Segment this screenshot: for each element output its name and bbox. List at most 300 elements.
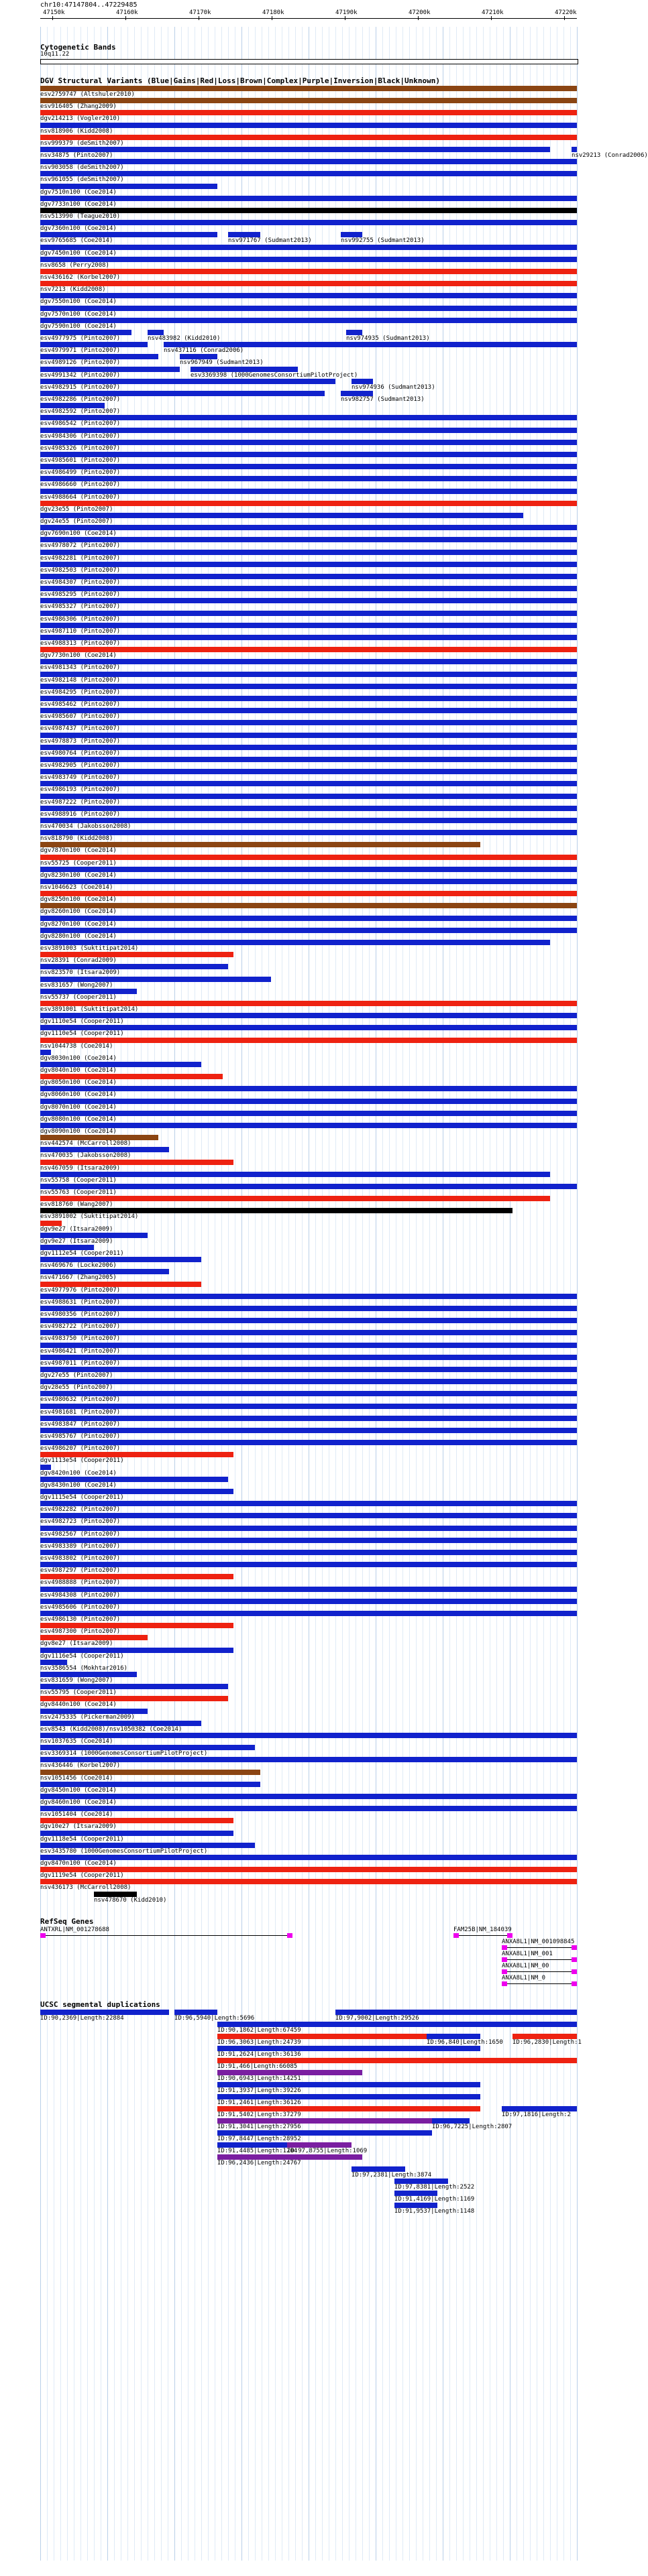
feature[interactable] xyxy=(40,1745,255,1757)
feature-bar xyxy=(40,1489,233,1494)
feature[interactable] xyxy=(174,2010,255,2022)
feature[interactable] xyxy=(40,1416,577,1428)
feature-label: nsv55737 (Cooper2011) xyxy=(40,993,117,1001)
feature[interactable] xyxy=(40,855,577,867)
feature[interactable] xyxy=(40,916,577,928)
feature[interactable] xyxy=(40,586,577,598)
feature-bar xyxy=(40,1111,577,1116)
feature[interactable] xyxy=(40,574,577,586)
feature-bar xyxy=(40,1221,62,1226)
feature-bar xyxy=(40,184,217,189)
feature[interactable] xyxy=(40,1806,577,1818)
feature[interactable] xyxy=(40,391,325,403)
feature[interactable] xyxy=(394,2191,475,2203)
feature-bar xyxy=(512,2034,577,2039)
feature[interactable] xyxy=(572,147,648,159)
feature[interactable] xyxy=(40,1367,577,1379)
feature-label: dgv7510n100 (Coe2014) xyxy=(40,188,117,196)
feature[interactable] xyxy=(40,1269,169,1281)
feature-label: dgv8070n100 (Coe2014) xyxy=(40,1103,117,1111)
ruler-tick-label: 47170k xyxy=(189,9,211,16)
ruler-tick-label: 47180k xyxy=(262,9,284,16)
feature[interactable] xyxy=(40,1391,577,1403)
feature[interactable] xyxy=(217,2022,577,2034)
feature-bar xyxy=(217,2154,362,2160)
feature[interactable] xyxy=(40,781,577,793)
feature[interactable] xyxy=(40,1233,148,1245)
feature-bar xyxy=(40,1379,577,1384)
feature[interactable] xyxy=(40,293,577,305)
feature[interactable] xyxy=(40,1428,577,1440)
feature[interactable] xyxy=(40,1611,577,1623)
feature[interactable] xyxy=(40,110,577,122)
gene-line xyxy=(502,1947,577,1948)
feature[interactable] xyxy=(40,1721,201,1733)
feature-label: esv4985601 (Pinto2007) xyxy=(40,457,121,464)
ruler-tick-label: 47160k xyxy=(116,9,138,16)
gene-feature[interactable] xyxy=(502,1939,577,1951)
feature[interactable] xyxy=(40,196,577,208)
feature[interactable] xyxy=(40,159,577,171)
coordinate-ruler[interactable] xyxy=(40,9,577,24)
feature-bar xyxy=(40,1745,255,1750)
gene-feature[interactable] xyxy=(502,1975,577,1987)
feature[interactable] xyxy=(40,769,577,781)
feature[interactable] xyxy=(217,2082,480,2094)
feature[interactable] xyxy=(40,342,148,354)
feature-label: ID:90,2369|Length:22884 xyxy=(40,2015,124,2022)
feature[interactable] xyxy=(40,135,577,147)
feature[interactable] xyxy=(40,867,577,879)
feature[interactable] xyxy=(352,379,435,391)
feature-bar xyxy=(40,1770,260,1775)
gene-label: ANXA8L1|NM_00 xyxy=(502,1963,549,1969)
feature[interactable] xyxy=(40,733,577,745)
feature[interactable] xyxy=(40,98,577,110)
feature[interactable] xyxy=(40,281,577,293)
feature[interactable] xyxy=(40,501,577,513)
feature[interactable] xyxy=(40,720,577,732)
feature[interactable] xyxy=(40,745,577,757)
feature[interactable] xyxy=(40,794,577,806)
feature[interactable] xyxy=(40,525,577,537)
feature-label: nsv967949 (Sudmant2013) xyxy=(180,359,264,367)
feature[interactable] xyxy=(40,1001,577,1013)
feature[interactable] xyxy=(40,428,577,440)
feature[interactable] xyxy=(40,1526,577,1538)
feature[interactable] xyxy=(40,818,577,830)
feature[interactable] xyxy=(217,2070,362,2082)
feature[interactable] xyxy=(40,1184,577,1196)
feature[interactable] xyxy=(40,1208,512,1220)
feature-label: esv4981343 (Pinto2007) xyxy=(40,664,121,672)
feature-label: ID:96,840|Length:1650 xyxy=(427,2039,503,2046)
feature[interactable] xyxy=(94,1892,167,1904)
feature[interactable] xyxy=(40,842,480,854)
feature-label: nsv2475335 (Pickerman2009) xyxy=(40,1713,135,1721)
feature-bar xyxy=(40,476,577,481)
feature[interactable] xyxy=(217,2106,480,2118)
feature-bar xyxy=(287,2142,352,2148)
feature-label: esv4982722 (Pinto2007) xyxy=(40,1323,121,1331)
feature-bar xyxy=(40,623,577,628)
feature[interactable] xyxy=(40,415,577,427)
feature[interactable] xyxy=(40,513,523,525)
feature-bar xyxy=(217,2046,480,2051)
feature[interactable] xyxy=(40,1635,148,1647)
feature[interactable] xyxy=(217,2142,298,2154)
feature[interactable] xyxy=(40,1050,117,1062)
feature[interactable] xyxy=(40,318,577,330)
feature-label: esv4978072 (Pinto2007) xyxy=(40,542,121,550)
feature[interactable] xyxy=(180,354,264,367)
feature[interactable] xyxy=(40,684,577,696)
feature[interactable] xyxy=(40,1343,577,1355)
feature[interactable] xyxy=(40,1282,201,1294)
gene-exon xyxy=(287,1933,292,1938)
feature[interactable] xyxy=(40,232,217,244)
feature[interactable] xyxy=(40,1599,577,1611)
feature[interactable] xyxy=(40,1379,577,1391)
feature[interactable] xyxy=(341,391,425,403)
feature-bar xyxy=(40,952,233,957)
feature[interactable] xyxy=(164,342,577,354)
feature[interactable] xyxy=(40,86,577,98)
feature-label: nsv469676 (Locke2006) xyxy=(40,1262,117,1270)
feature[interactable] xyxy=(40,757,577,769)
feature[interactable] xyxy=(40,562,577,574)
feature[interactable] xyxy=(40,1513,577,1525)
feature[interactable] xyxy=(40,1831,233,1843)
feature[interactable] xyxy=(40,696,577,708)
feature[interactable] xyxy=(40,208,577,220)
feature[interactable] xyxy=(40,1550,577,1562)
feature-bar xyxy=(217,2034,427,2039)
feature[interactable] xyxy=(40,1562,577,1574)
feature[interactable] xyxy=(40,623,577,635)
feature-bar xyxy=(40,1648,233,1653)
feature-bar xyxy=(40,1879,577,1884)
feature-bar xyxy=(40,1855,577,1860)
feature[interactable] xyxy=(40,1330,577,1342)
feature[interactable] xyxy=(40,1501,577,1513)
feature-label: ID:97,8447|Length:28952 xyxy=(217,2136,301,2142)
feature[interactable] xyxy=(40,1489,233,1501)
feature[interactable] xyxy=(217,2094,480,2106)
feature[interactable] xyxy=(346,330,430,342)
feature[interactable] xyxy=(40,635,577,647)
feature[interactable] xyxy=(148,330,221,342)
feature-label: esv4987297 (Pinto2007) xyxy=(40,1567,121,1575)
feature[interactable] xyxy=(40,1648,233,1660)
feature[interactable] xyxy=(40,1404,577,1416)
feature[interactable] xyxy=(40,1355,577,1367)
feature[interactable] xyxy=(40,354,158,366)
feature[interactable] xyxy=(40,440,577,452)
feature[interactable] xyxy=(40,1696,228,1708)
feature[interactable] xyxy=(40,1782,260,1794)
feature[interactable] xyxy=(341,232,425,245)
feature[interactable] xyxy=(40,171,577,183)
feature[interactable] xyxy=(40,1733,577,1745)
feature-label: esv4985767 (Pinto2007) xyxy=(40,1433,121,1440)
feature-bar xyxy=(341,232,362,237)
feature-bar xyxy=(40,415,577,420)
feature[interactable] xyxy=(40,330,131,342)
feature-bar xyxy=(40,830,577,835)
feature[interactable] xyxy=(394,2179,475,2191)
feature[interactable] xyxy=(40,1794,577,1806)
feature[interactable] xyxy=(40,1221,113,1233)
gene-exon xyxy=(572,1957,577,1962)
feature[interactable] xyxy=(40,184,217,196)
feature[interactable] xyxy=(40,830,577,842)
feature-label: esv4986542 (Pinto2007) xyxy=(40,420,121,428)
feature-bar xyxy=(40,330,131,335)
dgv-track-title[interactable]: DGV Structural Variants (Blue|Gains|Red|Loss|Brown|Complex|Purple|Inversion|Black|Unknown) xyxy=(40,76,441,85)
feature-label: dgv23e55 (Pinto2007) xyxy=(40,505,113,513)
feature[interactable] xyxy=(40,1587,577,1599)
feature[interactable] xyxy=(40,1086,577,1098)
feature[interactable] xyxy=(40,1062,201,1074)
feature[interactable] xyxy=(40,708,577,720)
feature[interactable] xyxy=(40,306,577,318)
feature[interactable] xyxy=(40,977,271,989)
feature[interactable] xyxy=(40,1818,233,1830)
feature[interactable] xyxy=(40,464,577,476)
gene-feature[interactable] xyxy=(502,1963,577,1975)
feature-label: esv4991342 (Pinto2007) xyxy=(40,371,121,379)
feature-bar xyxy=(40,1184,577,1189)
feature[interactable] xyxy=(40,647,577,659)
feature[interactable] xyxy=(40,1867,577,1879)
feature[interactable] xyxy=(40,1684,228,1696)
feature[interactable] xyxy=(40,952,233,964)
feature-label: esv4980356 (Pinto2007) xyxy=(40,1311,121,1318)
feature[interactable] xyxy=(512,2034,582,2046)
feature-label: esv4988631 (Pinto2007) xyxy=(40,1298,121,1306)
feature-label: ID:96,3063|Length:24739 xyxy=(217,2039,301,2046)
gene-feature[interactable] xyxy=(502,1951,577,1963)
feature-label: dgv1115e54 (Cooper2011) xyxy=(40,1494,124,1501)
feature-label: nsv483982 (Kidd2010) xyxy=(148,335,221,342)
feature[interactable] xyxy=(40,1452,233,1464)
feature[interactable] xyxy=(40,1013,577,1025)
feature[interactable] xyxy=(427,2034,503,2046)
feature-label: ID:90,6943|Length:14251 xyxy=(217,2075,301,2082)
feature[interactable] xyxy=(40,1160,233,1172)
feature-label: dgv8030n100 (Coe2014) xyxy=(40,1054,117,1062)
feature[interactable] xyxy=(335,2010,577,2022)
feature[interactable] xyxy=(40,403,121,416)
gene-exon xyxy=(507,1933,512,1938)
gene-feature[interactable] xyxy=(453,1926,512,1939)
feature[interactable] xyxy=(40,659,577,671)
feature-bar xyxy=(217,2142,287,2148)
feature-bar xyxy=(40,928,577,933)
feature-bar xyxy=(341,391,373,396)
feature-bar xyxy=(40,916,577,921)
feature[interactable] xyxy=(40,1318,577,1330)
feature-bar xyxy=(40,1233,148,1238)
feature-label: ID:91,2624|Length:36136 xyxy=(217,2051,301,2058)
feature-label: esv4982567 (Pinto2007) xyxy=(40,1530,121,1538)
feature[interactable] xyxy=(40,367,180,379)
feature[interactable] xyxy=(40,147,550,159)
feature[interactable] xyxy=(40,1135,158,1147)
feature-label: esv8543 (Kidd2008)/nsv1050382 (Coe2014) xyxy=(40,1725,182,1733)
feature[interactable] xyxy=(287,2142,368,2154)
feature[interactable] xyxy=(40,1038,577,1050)
gene-exon xyxy=(453,1933,459,1938)
refseq-track-title[interactable]: RefSeq Genes xyxy=(40,1917,94,1926)
feature[interactable] xyxy=(40,2010,169,2022)
feature[interactable] xyxy=(217,2118,432,2130)
gene-feature[interactable] xyxy=(40,1926,292,1939)
feature[interactable] xyxy=(40,672,577,684)
feature-label: nsv55725 (Cooper2011) xyxy=(40,859,117,867)
feature-bar xyxy=(40,1416,577,1421)
feature[interactable] xyxy=(40,476,577,488)
feature[interactable] xyxy=(217,2046,480,2058)
feature[interactable] xyxy=(40,1147,169,1159)
feature[interactable] xyxy=(217,2058,577,2070)
feature[interactable] xyxy=(394,2203,475,2215)
feature[interactable] xyxy=(40,269,577,281)
feature[interactable] xyxy=(40,1672,137,1684)
feature[interactable] xyxy=(502,2106,577,2118)
feature[interactable] xyxy=(40,891,577,903)
feature[interactable] xyxy=(40,1574,233,1586)
feature[interactable] xyxy=(40,379,335,391)
feature[interactable] xyxy=(40,903,577,915)
feature-label: dgv7870n100 (Coe2014) xyxy=(40,847,117,855)
feature[interactable] xyxy=(40,1111,577,1123)
feature-label: nsv34875 (Pinto2007) xyxy=(40,152,113,159)
feature-bar xyxy=(40,367,180,372)
feature-label: esv831657 (Wong2007) xyxy=(40,981,113,989)
feature[interactable] xyxy=(40,806,577,818)
feature[interactable] xyxy=(40,1440,577,1452)
feature[interactable] xyxy=(40,1196,550,1208)
feature[interactable] xyxy=(40,1123,577,1135)
feature-label: dgv1116e54 (Cooper2011) xyxy=(40,1652,124,1660)
feature[interactable] xyxy=(40,989,137,1001)
feature[interactable] xyxy=(40,940,550,952)
feature-label: nsv818906 (Kidd2008) xyxy=(40,127,113,135)
feature-label: esv3435780 (1000GenomesConsortiumPilotProject) xyxy=(40,1847,208,1855)
feature-label: esv916405 (Zhang2009) xyxy=(40,103,117,111)
feature-bar xyxy=(40,1550,577,1555)
dgv-track xyxy=(40,86,648,1904)
feature[interactable] xyxy=(40,1172,550,1184)
feature-label: nsv55795 (Cooper2011) xyxy=(40,1689,117,1697)
feature[interactable] xyxy=(228,232,312,245)
feature-bar xyxy=(40,281,577,286)
feature[interactable] xyxy=(352,2166,432,2179)
feature[interactable] xyxy=(217,2130,432,2142)
feature-bar xyxy=(394,2179,448,2184)
feature-bar xyxy=(40,806,577,811)
locus-label: chr10:47147804..47229485 xyxy=(40,1,138,9)
feature[interactable] xyxy=(40,964,228,976)
feature-bar xyxy=(40,574,577,579)
feature[interactable] xyxy=(432,2118,512,2130)
feature-label: esv4982148 (Pinto2007) xyxy=(40,676,121,684)
feature[interactable] xyxy=(40,1709,148,1721)
feature[interactable] xyxy=(40,123,577,135)
segdup-track-title[interactable]: UCSC segmental duplications xyxy=(40,2000,160,2009)
feature-label: nsv28391 (Conrad2009) xyxy=(40,957,117,965)
feature[interactable] xyxy=(40,1757,577,1769)
feature-label: dgv8420n100 (Coe2014) xyxy=(40,1469,117,1477)
feature[interactable] xyxy=(40,1623,233,1635)
feature[interactable] xyxy=(40,1843,255,1855)
feature[interactable] xyxy=(40,1025,577,1037)
feature[interactable] xyxy=(40,1770,260,1782)
feature-bar xyxy=(40,1294,577,1299)
feature[interactable] xyxy=(40,452,577,464)
gene-line xyxy=(502,1971,577,1972)
feature-bar xyxy=(40,257,577,262)
feature-bar xyxy=(40,1196,550,1201)
feature[interactable] xyxy=(40,611,577,623)
feature-label: dgv8440n100 (Coe2014) xyxy=(40,1701,117,1709)
feature-bar xyxy=(148,330,164,335)
feature[interactable] xyxy=(40,1257,201,1269)
feature[interactable] xyxy=(40,1306,577,1318)
feature[interactable] xyxy=(40,1879,577,1891)
feature[interactable] xyxy=(217,2034,427,2046)
feature[interactable] xyxy=(40,257,577,269)
feature[interactable] xyxy=(40,537,577,549)
feature[interactable] xyxy=(40,1245,124,1257)
feature[interactable] xyxy=(40,550,577,562)
feature[interactable] xyxy=(40,489,577,501)
feature[interactable] xyxy=(217,2154,362,2166)
feature-bar xyxy=(40,733,577,738)
feature-label: esv4986193 (Pinto2007) xyxy=(40,786,121,794)
feature-bar xyxy=(40,123,577,128)
feature[interactable] xyxy=(40,1855,577,1867)
feature-bar xyxy=(40,306,577,311)
feature-label: dgv8470n100 (Coe2014) xyxy=(40,1860,117,1867)
feature[interactable] xyxy=(40,598,577,610)
feature-bar xyxy=(40,635,577,640)
cytoband-bar[interactable] xyxy=(40,59,578,64)
feature[interactable] xyxy=(40,928,577,940)
feature[interactable] xyxy=(40,1538,577,1550)
feature[interactable] xyxy=(40,220,577,232)
feature[interactable] xyxy=(40,1294,577,1306)
feature-label: dgv8050n100 (Coe2014) xyxy=(40,1079,117,1087)
feature-label: esv4978873 (Pinto2007) xyxy=(40,737,121,745)
feature-bar xyxy=(40,220,577,225)
feature[interactable] xyxy=(40,1477,228,1489)
feature[interactable] xyxy=(40,245,577,257)
feature-label: nsv3586554 (Mokhtar2016) xyxy=(40,1664,128,1672)
feature-label: ID:97,8755|Length:1069 xyxy=(287,2148,368,2154)
feature[interactable] xyxy=(40,1660,128,1672)
feature[interactable] xyxy=(40,1465,117,1477)
feature-bar xyxy=(40,391,325,396)
cytoband-track-title[interactable]: Cytogenetic Bands xyxy=(40,43,116,52)
feature[interactable] xyxy=(40,1074,223,1086)
feature[interactable] xyxy=(40,1099,577,1111)
feature-label: nsv436162 (Korbel2007) xyxy=(40,274,121,281)
feature[interactable] xyxy=(40,879,577,891)
feature[interactable] xyxy=(191,367,358,379)
